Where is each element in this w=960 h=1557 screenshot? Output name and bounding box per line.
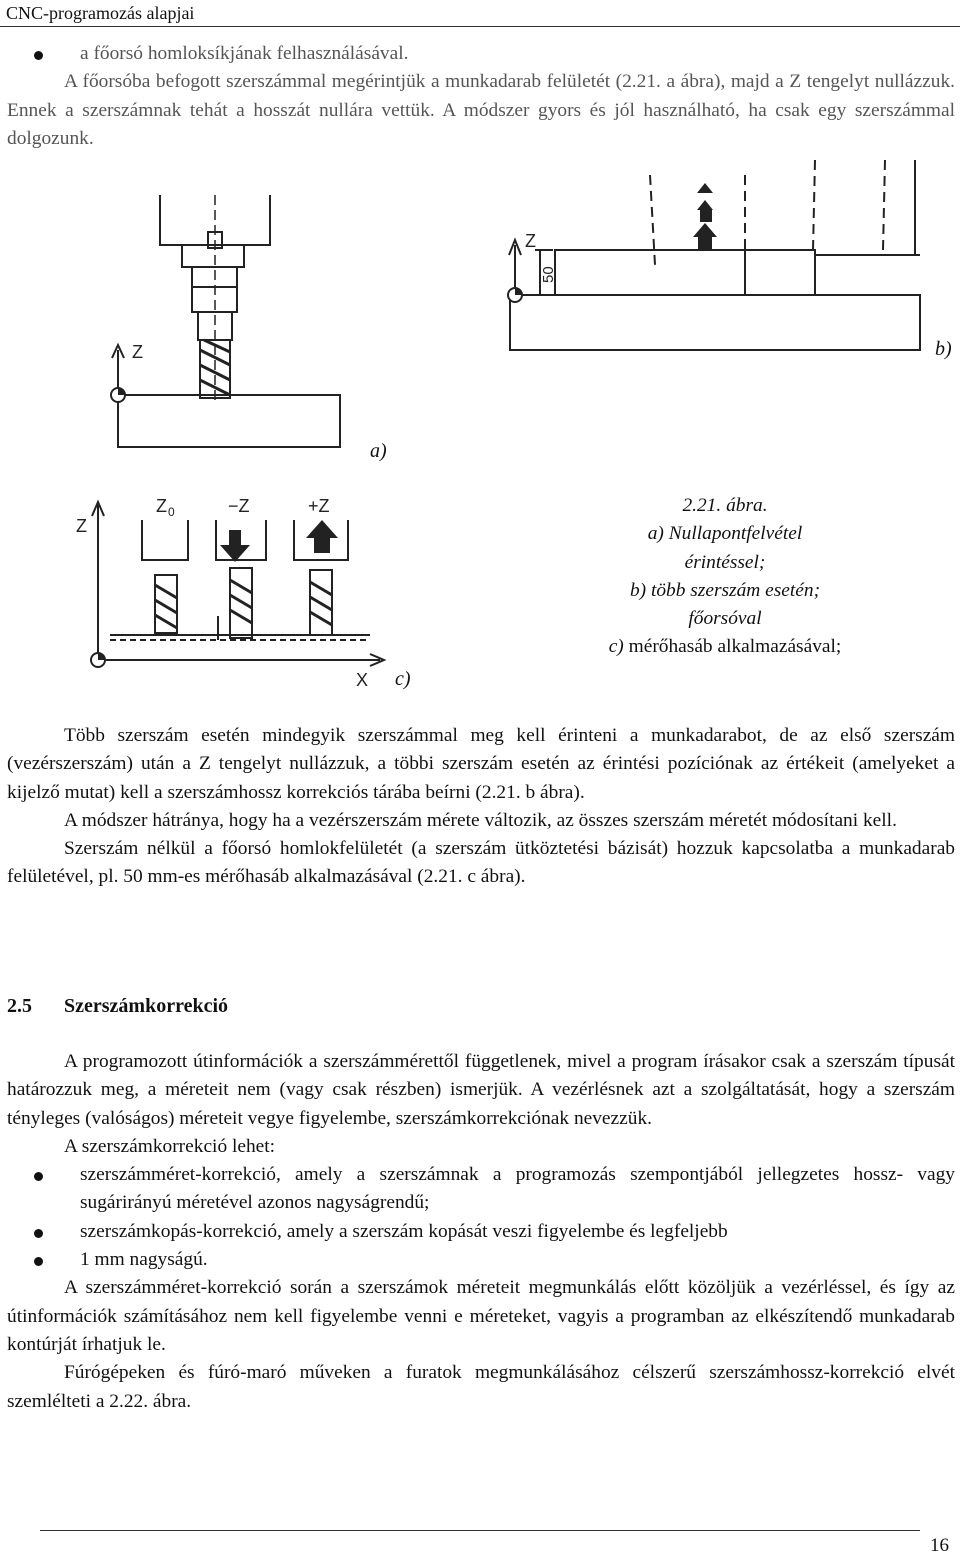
section-bullet-text: szerszámkopás-korrekció, amely a szerszám kopását veszi figyelembe és legfeljebb <box>80 1220 728 1242</box>
section-bullet-text: szerszámméret-korrekció, amely a szerszámnak a programozás szempontjából jellegzetes hossz- vagy sugárirányú méretével azonos nagyságrendű; <box>80 1164 955 1214</box>
bullet-dot <box>34 1257 43 1266</box>
figure-label-b: b) <box>935 338 952 360</box>
section-bullet-text: 1 mm nagyságú. <box>80 1249 208 1271</box>
section-paragraph-1: A programozott útinformációk a szerszámmérettől függetlenek, mivel a program írásakor csak a szerszám típusát határozzuk meg, a méreteit nem (vagy csak részben) ismerjük. A vezérlésnek azt a szolgáltatását, hogy a szerszám tényleges (valóságos) méreteit vegye figyelembe, szerszámkorrekciónak nevezzük. <box>7 1051 955 1129</box>
fig-c-z0-label: Z <box>156 496 167 516</box>
caption-line-b2: főorsóval <box>688 608 762 630</box>
bullet-dot <box>34 51 43 60</box>
fig-b-dimension: 50 <box>540 266 557 283</box>
caption-line-b1: b) több szerszám esetén; <box>629 579 821 601</box>
fig-c-z-axis-label: Z <box>76 516 87 536</box>
section-bullet-3 <box>7 1246 955 1274</box>
page-number: 16 <box>930 1535 949 1556</box>
body-block <box>7 722 955 892</box>
caption-number: 2.21. ábra. <box>682 495 768 516</box>
caption-line-c-prefix: c) <box>608 636 629 658</box>
fig-a-axis-label: Z <box>132 342 143 362</box>
figure-caption <box>540 492 910 662</box>
section-title: Szerszámkorrekció <box>64 995 229 1017</box>
figure-label-a: a) <box>370 440 387 462</box>
bullet-dot <box>34 1229 43 1238</box>
running-header: CNC-programozás alapjai <box>6 3 195 23</box>
section-paragraph-4: Fúrógépeken és fúró-maró műveken a furatok megmunkálásához célszerű szerszámhossz-korrekció elvét szemlélteti a 2.22. ábra. <box>7 1362 955 1412</box>
intro-block <box>7 40 955 153</box>
section-body <box>7 1048 955 1416</box>
figure-label-c: c) <box>395 668 411 690</box>
bullet-dot <box>34 1172 43 1181</box>
figure-a-drawing <box>100 190 360 460</box>
fig-c-z0-subscript: 0 <box>168 505 175 519</box>
header-rule <box>0 26 960 27</box>
section-bullet-2 <box>7 1218 955 1246</box>
caption-line-a1: a) Nullapontfelvétel <box>647 523 803 545</box>
fig-b-axis-label: Z <box>525 231 536 251</box>
section-paragraph-3: A szerszámméret-korrekció során a szerszámok méreteit megmunkálás előtt közöljük a vezérléssel, és így az útinformációk számításához nem kell figyelembe venni e méreteket, vagyis a programban az elkészítendő munkadarab kontúrját írhatjuk le. <box>7 1277 955 1355</box>
footer-rule <box>40 1530 920 1531</box>
section-number: 2.5 <box>7 995 32 1017</box>
figure-c-drawing <box>70 490 390 690</box>
intro-bullet <box>7 40 955 68</box>
body-paragraph-3: Szerszám nélkül a főorsó homlokfelületét (a szerszám ütköztetési bázisát) hozzuk kapcsolatba a munkadarab felületével, pl. 50 mm-es mérőhasáb alkalmazásával (2.21. c ábra). <box>7 838 955 888</box>
body-paragraph-2: A módszer hátránya, hogy ha a vezérszerszám mérete változik, az összes szerszám méretét módosítani kell. <box>64 809 897 831</box>
fig-c-x-axis-label: X <box>356 670 369 690</box>
caption-line-a2: érintéssel; <box>684 551 766 573</box>
body-paragraph-1: Több szerszám esetén mindegyik szerszámmal meg kell érinteni a munkadarabot, de az első szerszám (vezérszerszám) után a Z tengelyt nullázzuk, a többi szerszám esetén az érintési pozíciónak az értékeit (amelyeket a kijelző mutat) kell a szerszámhossz korrekciós tárába beírni (2.21. b ábra). <box>7 725 955 803</box>
section-heading <box>7 995 228 1018</box>
caption-line-c-main: mérőhasáb alkalmazásával; <box>628 636 842 658</box>
fig-c-plus-z-label: +Z <box>308 496 330 516</box>
section-bullet-1 <box>7 1161 955 1218</box>
fig-c-minus-z-label: −Z <box>228 496 250 516</box>
intro-bullet-text: a főorsó homloksíkjának felhasználásával. <box>80 43 409 64</box>
intro-paragraph: A főorsóba befogott szerszámmal megérintjük a munkadarab felületét (2.21. a ábra), majd a Z tengelyt nullázzuk. Ennek a szerszámnak tehát a hosszát nullára vettük. A módszer gyors és jól használható, ha csak egy szerszámmal dolgozunk. <box>7 71 955 149</box>
figure-b-drawing <box>495 155 925 355</box>
section-paragraph-2: A szerszámkorrekció lehet: <box>64 1135 276 1157</box>
